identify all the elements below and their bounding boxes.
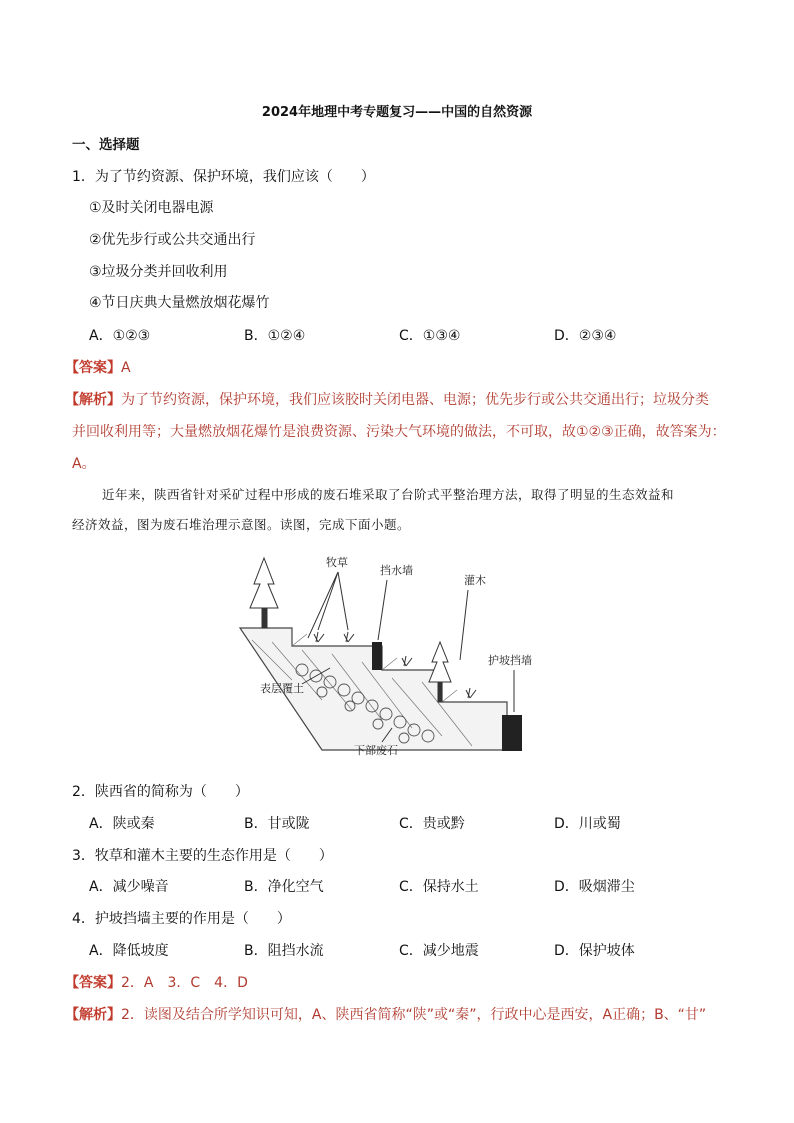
q3-stem: 3．牧草和灌木主要的生态作用是（ ）: [72, 848, 333, 864]
section-heading: 一、选择题: [72, 137, 140, 153]
label-shrub: 灌木: [464, 574, 486, 587]
analysis-2: 【解析】2．读图及结合所学知识可知，A、陕西省简称“陕”或“秦”，行政中心是西安，A正确；B、“甘”: [65, 1007, 707, 1023]
q2-option-b: B．甘或陇: [244, 816, 310, 832]
page-title: 2024年地理中考专题复习——中国的自然资源: [261, 105, 533, 120]
passage-line: 经济效益，图为废石堆治理示意图。读图，完成下面小题。: [72, 517, 411, 532]
q3-option-d: D．吸烟滞尘: [554, 879, 635, 895]
q1-option-d: D．②③④: [554, 328, 617, 344]
q4-option-c: C．减少地震: [399, 943, 479, 959]
q2-option-c: C．贵或黔: [399, 816, 465, 832]
q1-analysis-line: 并回收利用等；大量燃放烟花爆竹是浪费资源、污染大气环境的做法，不可取，故①②③正确，故答案为：: [72, 424, 726, 440]
label-wall: 挡水墙: [380, 564, 413, 577]
q1-option-b: B．①②④: [244, 328, 306, 344]
passage-line: 近年来，陕西省针对采矿过程中形成的废石堆采取了台阶式平整治理方法，取得了明显的生态效益和: [102, 487, 675, 502]
q1-item: ③垃圾分类并回收利用: [89, 264, 228, 280]
q4-option-a: A．降低坡度: [89, 943, 169, 959]
label-topsoil: 表层覆土: [260, 682, 304, 695]
diagram-svg: [232, 550, 532, 770]
q1-item: ④节日庆典大量燃放烟花爆竹: [89, 295, 270, 311]
q3-option-a: A．减少噪音: [89, 879, 169, 895]
answer-tag: 【答案】: [65, 360, 121, 376]
q1-option-c: C．①③④: [399, 328, 461, 344]
q1-item: ②优先步行或公共交通出行: [89, 232, 256, 248]
q2-stem: 2．陕西省的简称为（ ）: [72, 784, 249, 800]
analysis-tag: 【解析】: [65, 1007, 121, 1023]
answer-value: A: [121, 360, 131, 376]
q4-option-d: D．保护坡体: [554, 943, 635, 959]
q3-option-b: B．净化空气: [244, 879, 324, 895]
q1-analysis-line: A。: [72, 456, 96, 472]
answers-2-4: [65, 972, 248, 992]
q1-option-a: A．①②③: [89, 328, 151, 344]
waste-rock-diagram: [232, 550, 532, 770]
label-retaining-wall: 护坡挡墙: [488, 654, 532, 667]
label-waste-rock: 下部废石: [354, 744, 398, 757]
q1-stem: 1．为了节约资源、保护环境，我们应该（ ）: [72, 169, 375, 185]
q2-option-d: D．川或蜀: [554, 816, 621, 832]
answer-tag: 【答案】: [65, 975, 121, 991]
answer-values: 2．A 3．C 4．D: [121, 975, 248, 991]
q4-stem: 4．护坡挡墙主要的作用是（ ）: [72, 911, 291, 927]
q1-answer: [65, 357, 131, 377]
q3-option-c: C．保持水土: [399, 879, 479, 895]
q4-option-b: B．阻挡水流: [244, 943, 324, 959]
label-grass: 牧草: [326, 556, 348, 569]
q1-analysis-line: 【解析】为了节约资源，保护环境，我们应该胶时关闭电器、电源；优先步行或公共交通出行；垃圾分类: [65, 392, 709, 408]
q1-item: ①及时关闭电器电源: [89, 200, 214, 216]
q2-option-a: A．陕或秦: [89, 816, 155, 832]
analysis-tag: 【解析】: [65, 392, 121, 408]
